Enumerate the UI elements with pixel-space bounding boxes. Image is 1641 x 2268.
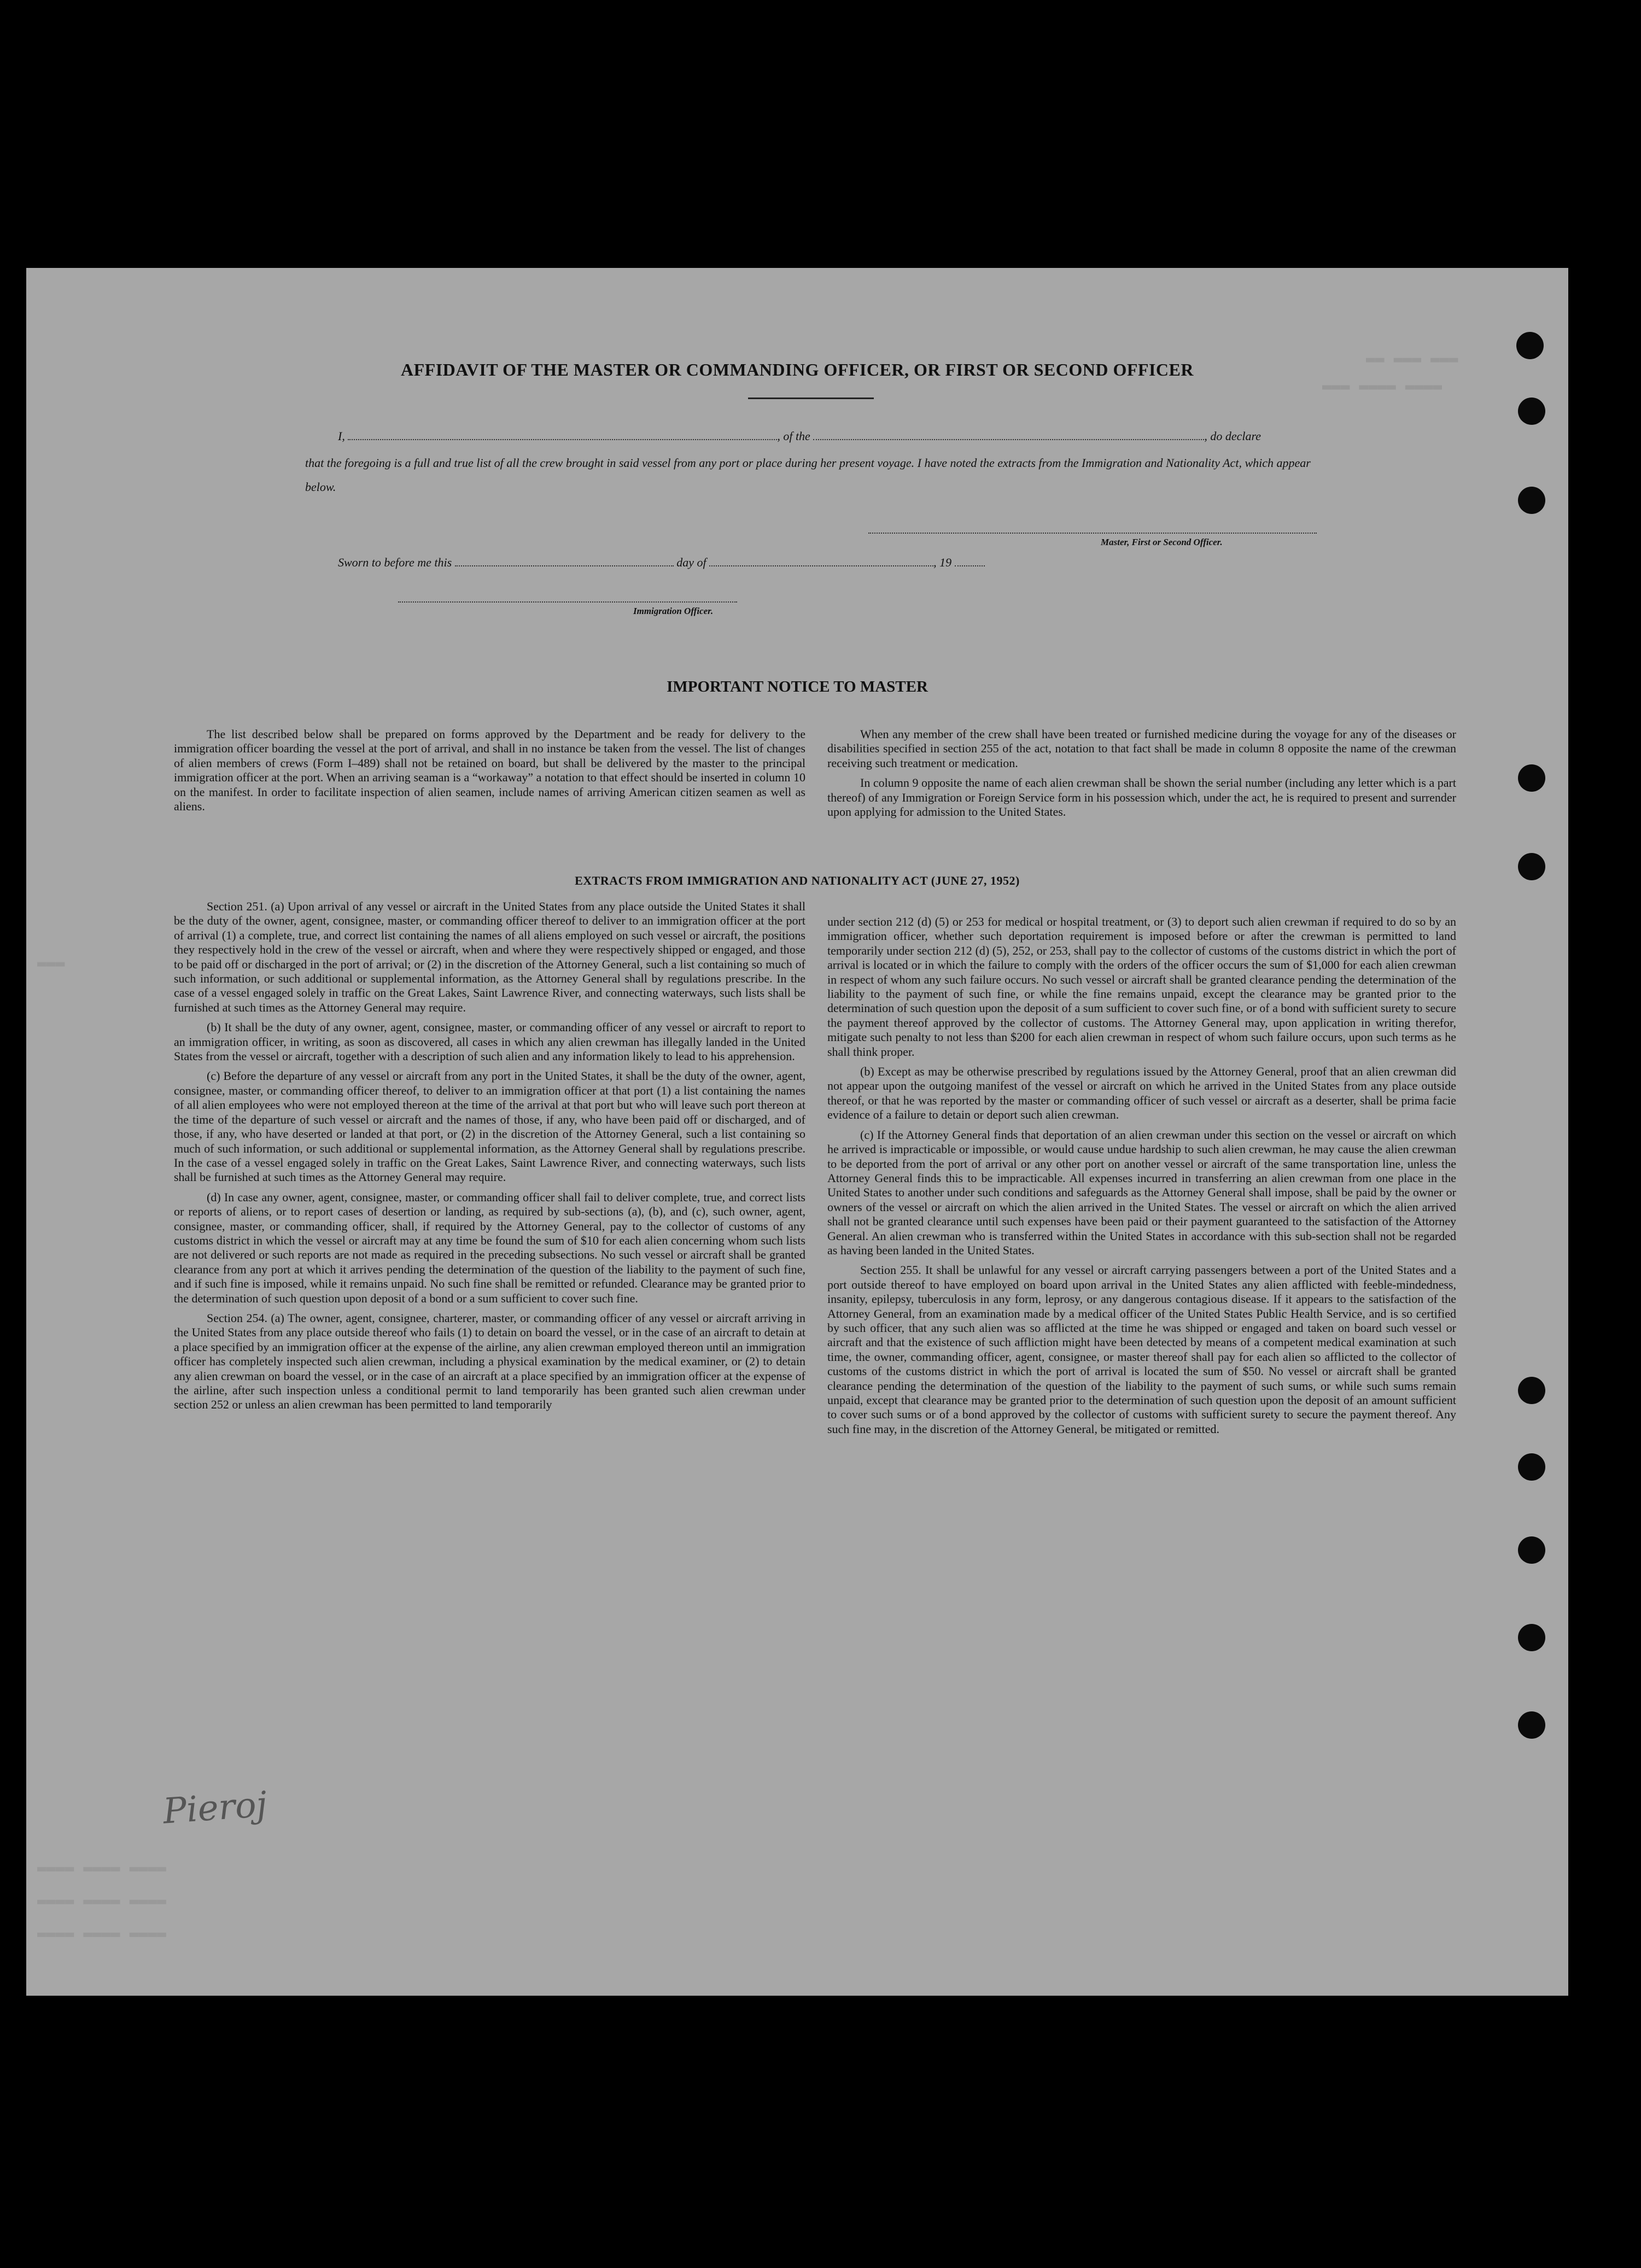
notice-right-column	[827, 727, 1456, 825]
master-signature-line[interactable]	[868, 533, 1317, 534]
extract-paragraph: (b) It shall be the duty of any owner, agent, consignee, master, or commanding officer of any vessel or aircraft to report to an immigration officer, in writing, as soon as discovered, all cases in which any alien crewman has illegally landed in the United States from the vessel or aircraft, together with a description of such alien and any information likely to lead to his apprehension.	[174, 1020, 805, 1063]
punch-hole-9	[1518, 1624, 1545, 1651]
sworn-prefix: Sworn to before me this	[338, 556, 452, 569]
declaration-declare: , do declare	[1204, 429, 1261, 443]
sworn-year-field[interactable]	[955, 557, 985, 566]
extract-paragraph: Section 255. It shall be unlawful for any vessel or aircraft carrying passengers between a port of the United States and a port outside thereof to have employed on board upon arrival in the United States any alien afflicted with feeble-mindedness, insanity, epilepsy, tuberculosis in any form, leprosy, or any dangerous contagious disease. If it appears to the satisfaction of the Attorney General, from an examination made by a medical officer of the United States Public Health Service, and is so certified by such officer, that any such alien was so afflicted at the time he was shipped or engaged and taken on board such vessel or aircraft and that the existence of such affliction might have been detected by means of a competent medical examination at such time, the owner, commanding officer, agent, consignee, or master thereof shall pay for each alien so afflicted to the collector of customs of the customs district in which the port of arrival is located the sum of $50. No vessel or aircraft shall be granted clearance pending the determination of the question of the liability to the payment of such sums, or while such sums remain unpaid, except that clearance may be granted prior to the determination of such question upon the deposit of an amount sufficient to cover such sums or of a bond approved by the collector of customs with sufficient surety to secure the payment thereof. Any such fine may, in the discretion of the Attorney General, be mitigated or remitted.	[827, 1263, 1456, 1436]
title-underline	[748, 398, 874, 399]
declaration-line	[338, 429, 1261, 443]
punch-hole-7	[1518, 1453, 1545, 1481]
notice-paragraph: The list described below shall be prepared on forms approved by the Department and be ready for delivery to the immigration officer boarding the vessel at the port of arrival, and shall in no instance be taken from the vessel. The list of changes of alien members of crews (Form I–489) shall not be retained on board, but shall be delivered by the master to the principal immigration officer at the port. When an arriving seaman is a “workaway” a notation to that effect should be inserted in column 10 on the manifest. In order to facilitate inspection of alien seamen, include names of arriving American citizen seamen as well as aliens.	[174, 727, 805, 814]
extract-paragraph: (c) Before the departure of any vessel or aircraft from any port in the United States, it shall be the duty of the owner, agent, consignee, master, or commanding officer thereof, to deliver to an immigration officer at that port (1) a list containing the names of all alien employees who were not employed thereon at the time of the arrival at that port but who will leave such port thereon at the time of the departure of such vessel or aircraft and the names of those, if any, who have been paid off or discharged, and of those, if any, who have deserted or landed at that port, or (2) in the discretion of the Attorney General, such a list containing so much of such information, or such additional or supplemental information, as the Attorney General shall by regulations prescribe. In the case of a vessel engaged solely in traffic on the Great Lakes, Saint Lawrence River, and connecting waterways, such lists shall be furnished at such times as the Attorney General may require.	[174, 1069, 805, 1184]
sworn-line	[338, 556, 985, 570]
punch-hole-1	[1516, 332, 1544, 359]
extract-paragraph: Section 251. (a) Upon arrival of any vessel or aircraft in the United States from any place outside the United States it shall be the duty of the owner, agent, consignee, master, or commanding officer thereof to deliver to an immigration officer at the port of arrival (1) a complete, true, and correct list containing the names of all aliens employed on such vessel or aircraft, the positions they respectively hold in the crew of the vessel or aircraft, when and where they were respectively shipped or engaged, and those to be paid off or discharged in the port of arrival; or (2) in the discretion of the Attorney General, such a list containing so much of such information, or such additional or supplemental information, as the Attorney General shall by regulations prescribe. In the case of a vessel engaged solely in traffic on the Great Lakes, Saint Lawrence River, and connecting waterways, such lists shall be furnished at such times as the Attorney General may require.	[174, 899, 805, 1014]
punch-hole-8	[1518, 1536, 1545, 1564]
notice-left-column	[174, 727, 805, 819]
vessel-field[interactable]	[813, 430, 1204, 440]
notice-paragraph: When any member of the crew shall have been treated or furnished medicine during the voyage for any of the diseases or disabilities specified in section 255 of the act, notation to that fact shall be made in column 8 opposite the name of the crewman receiving such treatment or medication.	[827, 727, 1456, 770]
extract-paragraph: (b) Except as may be otherwise prescribed by regulations issued by the Attorney General, proof that an alien crewman did not appear upon the outgoing manifest of the vessel or aircraft on which he arrived in the United States from any place outside thereof, or that he was reported by the master or commanding officer of such vessel or aircraft as a deserter, shall be prima facie evidence of a failure to detain or deport such alien crewman.	[827, 1065, 1456, 1122]
extract-paragraph: (c) If the Attorney General finds that deportation of an alien crewman under this section on the vessel or aircraft on which he arrived is impracticable or impossible, or would cause undue hardship to such alien crewman, he may cause the alien crewman to be deported from the port of arrival or any other port on another vessel or aircraft of the same transportation line, unless the Attorney General finds this to be impracticable. All expenses incurred in transferring an alien crewman from one place in the United States to another under such conditions and safeguards as the Attorney General shall impose, shall be paid by the owner or owners of the vessel or aircraft on which the alien arrived in the United States. The vessel or aircraft on which the alien arrived shall not be granted clearance until such expenses have been paid or their payment guaranteed to the satisfaction of the Attorney General. An alien crewman who is transferred within the United States in accordance with this sub-section shall not be regarded as having been landed in the United States.	[827, 1127, 1456, 1257]
master-signature-label: Master, First or Second Officer.	[1101, 537, 1223, 547]
punch-hole-3	[1518, 487, 1545, 514]
bleed-through-text: ▬▬▬▬ ▬▬▬▬ ▬▬▬▬	[37, 1925, 167, 1943]
extract-paragraph: under section 212 (d) (5) or 253 for medical or hospital treatment, or (3) to deport such alien crewman if required to do so by an immigration officer, whether such deportation requirement is imposed before or after the crewman is permitted to land temporarily under section 212 (d) (5), 252, or 253, shall pay to the collector of customs of the customs district in which the port of arrival is located or in which the failure to comply with the orders of the officer occurs the sum of $1,000 for each alien crewman in respect of whom any such failure occurs. No such vessel or aircraft shall be granted clearance pending the determination of the liability to the payment of such fine, or while the fine remains unpaid, except the clearance may be granted prior to the determination of such question upon the deposit of a sum sufficient to cover such fine, or of a bond with sufficient surety to secure the payment thereof approved by the collector of customs. The Attorney General may, upon application in writing therefor, mitigate such penalty to not less than $200 for each alien crewman in respect of whom such failure occurs, upon such terms as he shall think proper.	[827, 915, 1456, 1059]
sworn-day-field[interactable]	[455, 557, 674, 566]
name-field[interactable]	[348, 430, 777, 440]
extract-paragraph: (d) In case any owner, agent, consignee, master, or commanding officer shall fail to deliver complete, true, and correct lists or reports of aliens, or to report cases of desertion or landing, as required by sub-sections (a), (b), and (c), such owner, agent, consignee, master, or commanding officer, shall, if required by the Attorney General, pay to the collector of customs of any customs district in which the vessel or aircraft may at any time be found the sum of $10 for each alien concerning whom such lists are not delivered or such reports are not made as required in the preceding subsections. No such vessel or aircraft shall be granted clearance from any port at which it arrives pending the determination of the question of the liability to the payment of such fine, and if such fine is imposed, while it remains unpaid. No such fine shall be remitted or refunded. Clearance may be granted prior to the determination of such question upon deposit of a bond or a sum sufficient to cover such fine.	[174, 1190, 805, 1305]
bleed-through-text: ▬▬▬▬ ▬▬▬▬ ▬▬▬▬	[37, 1892, 167, 1910]
affidavit-statement: that the foregoing is a full and true list of all the crew brought in said vessel from any port or place during her present voyage. I have noted the extracts from the Immigration and Nationality Act, which appear below.	[305, 456, 1311, 494]
bleed-through-text: ▬▬▬▬ ▬▬▬▬ ▬▬▬▬	[37, 1859, 167, 1877]
declaration-of-the: , of the	[777, 429, 810, 443]
officer-signature-label: Immigration Officer.	[633, 606, 714, 616]
bleed-through-text: ▬▬▬ ▬▬▬▬ ▬▬▬▬	[1322, 377, 1443, 395]
punch-hole-4	[1518, 764, 1545, 792]
declaration-i: I,	[338, 429, 345, 443]
bleed-through-text: ▬▬▬	[37, 954, 65, 972]
sworn-year-prefix: , 19	[933, 556, 952, 569]
form-page	[26, 268, 1568, 1996]
punch-hole-10	[1518, 1711, 1545, 1739]
extracts-right-column	[827, 915, 1456, 1442]
handwritten-signature: Pieroj	[161, 1784, 268, 1832]
sworn-month-field[interactable]	[709, 557, 933, 566]
officer-signature-line[interactable]	[398, 601, 737, 603]
punch-hole-2	[1518, 398, 1545, 425]
notice-paragraph: In column 9 opposite the name of each alien crewman shall be shown the serial number (including any letter which is a part thereof) of any Immigration or Foreign Service form in his possession which, under the act, he is required to present and surrender upon applying for admission to the United States.	[827, 776, 1456, 819]
extract-paragraph: Section 254. (a) The owner, agent, consignee, charterer, master, or commanding officer of any vessel or aircraft arriving in the United States from any place outside thereof who fails (1) to detain on board the vessel, or in the case of an aircraft to detain at a place specified by an immigration officer at the expense of the airline, any alien crewman employed thereon until an immigration officer has completely inspected such alien crewman, including a physical examination by the medical examiner, or (2) to detain any alien crewman on board the vessel, or in the case of an aircraft at a place specified by an immigration officer at the expense of the airline, after such inspection unless a conditional permit to land temporarily has been granted such alien crewman under section 252 or unless an alien crewman has been permitted to land temporarily	[174, 1311, 805, 1412]
extracts-left-column	[174, 899, 805, 1418]
notice-title: IMPORTANT NOTICE TO MASTER	[667, 678, 928, 695]
extracts-title: EXTRACTS FROM IMMIGRATION AND NATIONALITY ACT (JUNE 27, 1952)	[575, 874, 1020, 887]
affidavit-title: AFFIDAVIT OF THE MASTER OR COMMANDING OFFICER, OR FIRST OR SECOND OFFICER	[401, 360, 1194, 379]
sworn-day-of: day of	[676, 556, 706, 569]
punch-hole-6	[1518, 1377, 1545, 1404]
bleed-through-text: ▬▬ ▬▬▬ ▬▬▬	[1366, 350, 1458, 368]
